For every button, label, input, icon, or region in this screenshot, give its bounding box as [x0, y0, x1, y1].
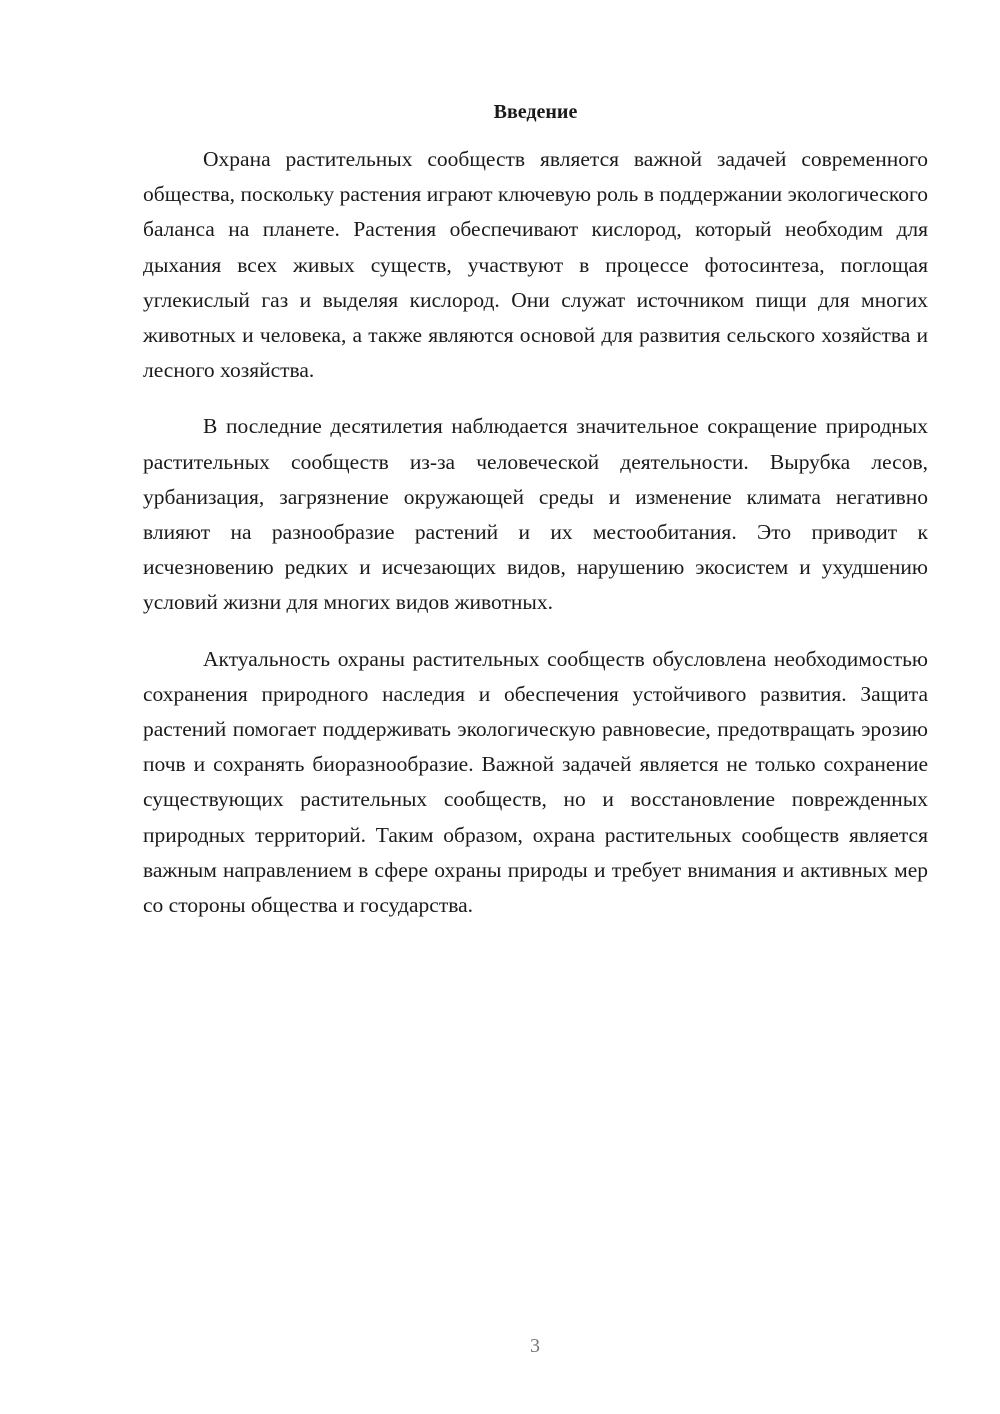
page-number: 3	[530, 1335, 540, 1357]
paragraph-1: Охрана растительных сообществ является важной задачей современного общества, поскольку растения играют ключевую роль в поддержании экологического баланса на планете. Растения обеспечивают кислород, который необходим для дыхания всех живых существ, участвуют в процессе фотосинтеза, поглощая углекислый газ и выделяя кислород. Они служат источником пищи для многих животных и человека, а также являются основой для развития сельского хозяйства и лесного хозяйства.	[143, 147, 928, 383]
body-text	[143, 142, 928, 923]
paragraph-2: В последние десятилетия наблюдается значительное сокращение природных растительных сообществ из-за человеческой деятельности. Вырубка лесов, урбанизация, загрязнение окружающей среды и изменение климата негативно влияют на разнообразие растений и их местообитания. Это приводит к исчезновению редких и исчезающих видов, нарушению экосистем и ухудшению условий жизни для многих видов животных.	[143, 414, 928, 615]
paragraph-3: Актуальность охраны растительных сообществ обусловлена необходимостью сохранения природного наследия и обеспечения устойчивого развития. Защита растений помогает поддерживать экологическую равновесие, предотвращать эрозию почв и сохранять биоразнообразие. Важной задачей является не только сохранение существующих растительных сообществ, но и восстановление поврежденных природных территорий. Таким образом, охрана растительных сообществ является важным направлением в сфере охраны природы и требует внимания и активных мер со стороны общества и государства.	[143, 646, 928, 918]
section-title: Введение	[493, 101, 578, 123]
